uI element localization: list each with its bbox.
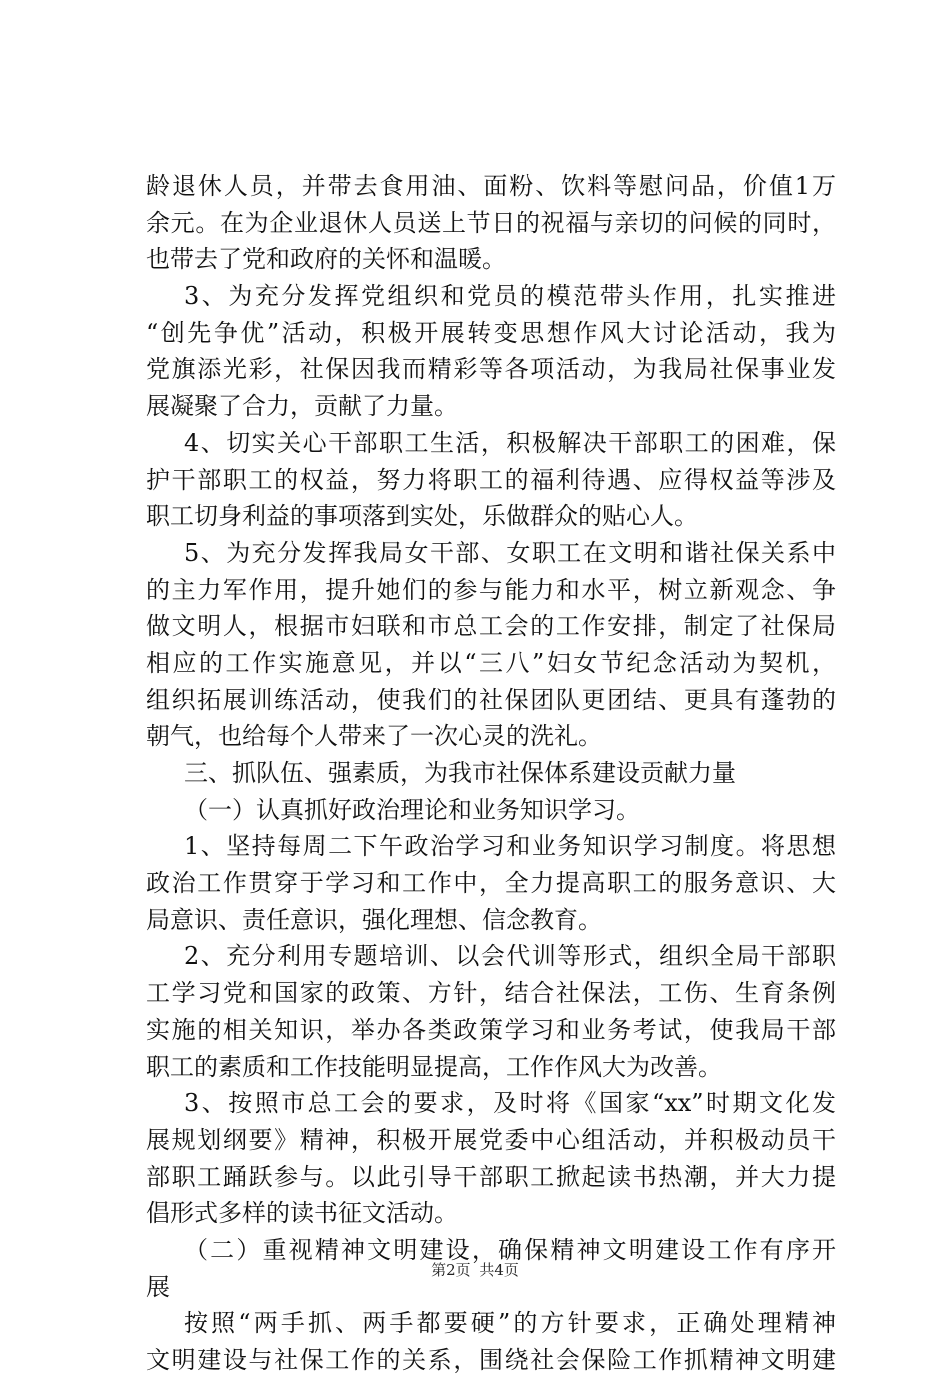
- text-line: 组织拓展训练活动，使我们的社保团队更团结、更具有蓬勃的: [146, 685, 836, 714]
- text-line: 护干部职工的权益，努力将职工的福利待遇、应得权益等涉及: [146, 465, 836, 494]
- page-total: 共4页: [479, 1261, 519, 1279]
- text-line: 工学习党和国家的政策、方针，结合社保法，工伤、生育条例: [146, 979, 836, 1008]
- text-line: （二）重视精神文明建设，确保精神文明建设工作有序开: [184, 1235, 836, 1264]
- text-line: 也带去了党和政府的关怀和温暖。: [146, 245, 506, 274]
- body-text: [146, 168, 836, 1379]
- text-line: 三、抓队伍、强素质，为我市社保体系建设贡献力量: [184, 759, 736, 787]
- text-line: 文明建设与社保工作的关系，围绕社会保险工作抓精神文明建: [146, 1346, 836, 1374]
- text-line: 余元。在为企业退休人员送上节日的祝福与亲切的问候的同时，: [146, 208, 836, 237]
- text-line: 3、为充分发挥党组织和党员的模范带头作用，扎实推进: [184, 282, 836, 311]
- text-line: “创先争优”活动，积极开展转变思想作风大讨论活动，我为: [146, 318, 836, 347]
- text-line: 展凝聚了合力，贡献了力量。: [146, 392, 458, 421]
- text-line: （一）认真抓好政治理论和业务知识学习。: [184, 795, 640, 824]
- text-line: 做文明人，根据市妇联和市总工会的工作安排，制定了社保局: [146, 612, 836, 641]
- page-footer: [0, 1260, 950, 1280]
- text-line: 按照“两手抓、两手都要硬”的方针要求，正确处理精神: [184, 1309, 836, 1338]
- text-line: 3、按照市总工会的要求，及时将《国家“xx”时期文化发: [184, 1089, 836, 1118]
- page-number: 第2页: [431, 1261, 471, 1279]
- text-line: 龄退休人员，并带去食用油、面粉、饮料等慰问品，价值1万: [146, 172, 836, 200]
- text-line: 政治工作贯穿于学习和工作中，全力提高职工的服务意识、大: [146, 869, 836, 898]
- text-line: 展规划纲要》精神，积极开展党委中心组活动，并积极动员干: [146, 1125, 836, 1154]
- text-line: 职工切身利益的事项落到实处，乐做群众的贴心人。: [146, 502, 698, 531]
- text-line: 的主力军作用，提升她们的参与能力和水平，树立新观念、争: [146, 575, 836, 604]
- text-line: 2、充分利用专题培训、以会代训等形式，组织全局干部职: [184, 942, 836, 971]
- text-line: 实施的相关知识，举办各类政策学习和业务考试，使我局干部: [146, 1015, 836, 1044]
- text-line: 展: [146, 1272, 170, 1301]
- text-line: 朝气，也给每个人带来了一次心灵的洗礼。: [146, 722, 602, 751]
- text-line: 1、坚持每周二下午政治学习和业务知识学习制度。将思想: [184, 832, 836, 861]
- text-line: 部职工踊跃参与。以此引导干部职工掀起读书热潮，并大力提: [146, 1162, 836, 1191]
- text-line: 局意识、责任意识，强化理想、信念教育。: [146, 905, 602, 934]
- text-line: 5、为充分发挥我局女干部、女职工在文明和谐社保关系中: [184, 538, 836, 567]
- text-line: 4、切实关心干部职工生活，积极解决干部职工的困难，保: [184, 428, 836, 457]
- text-line: 职工的素质和工作技能明显提高，工作作风大为改善。: [146, 1052, 722, 1081]
- text-line: 党旗添光彩，社保因我而精彩等各项活动，为我局社保事业发: [146, 355, 836, 384]
- text-line: 倡形式多样的读书征文活动。: [146, 1199, 458, 1228]
- text-line: 相应的工作实施意见，并以“三八”妇女节纪念活动为契机，: [146, 648, 836, 677]
